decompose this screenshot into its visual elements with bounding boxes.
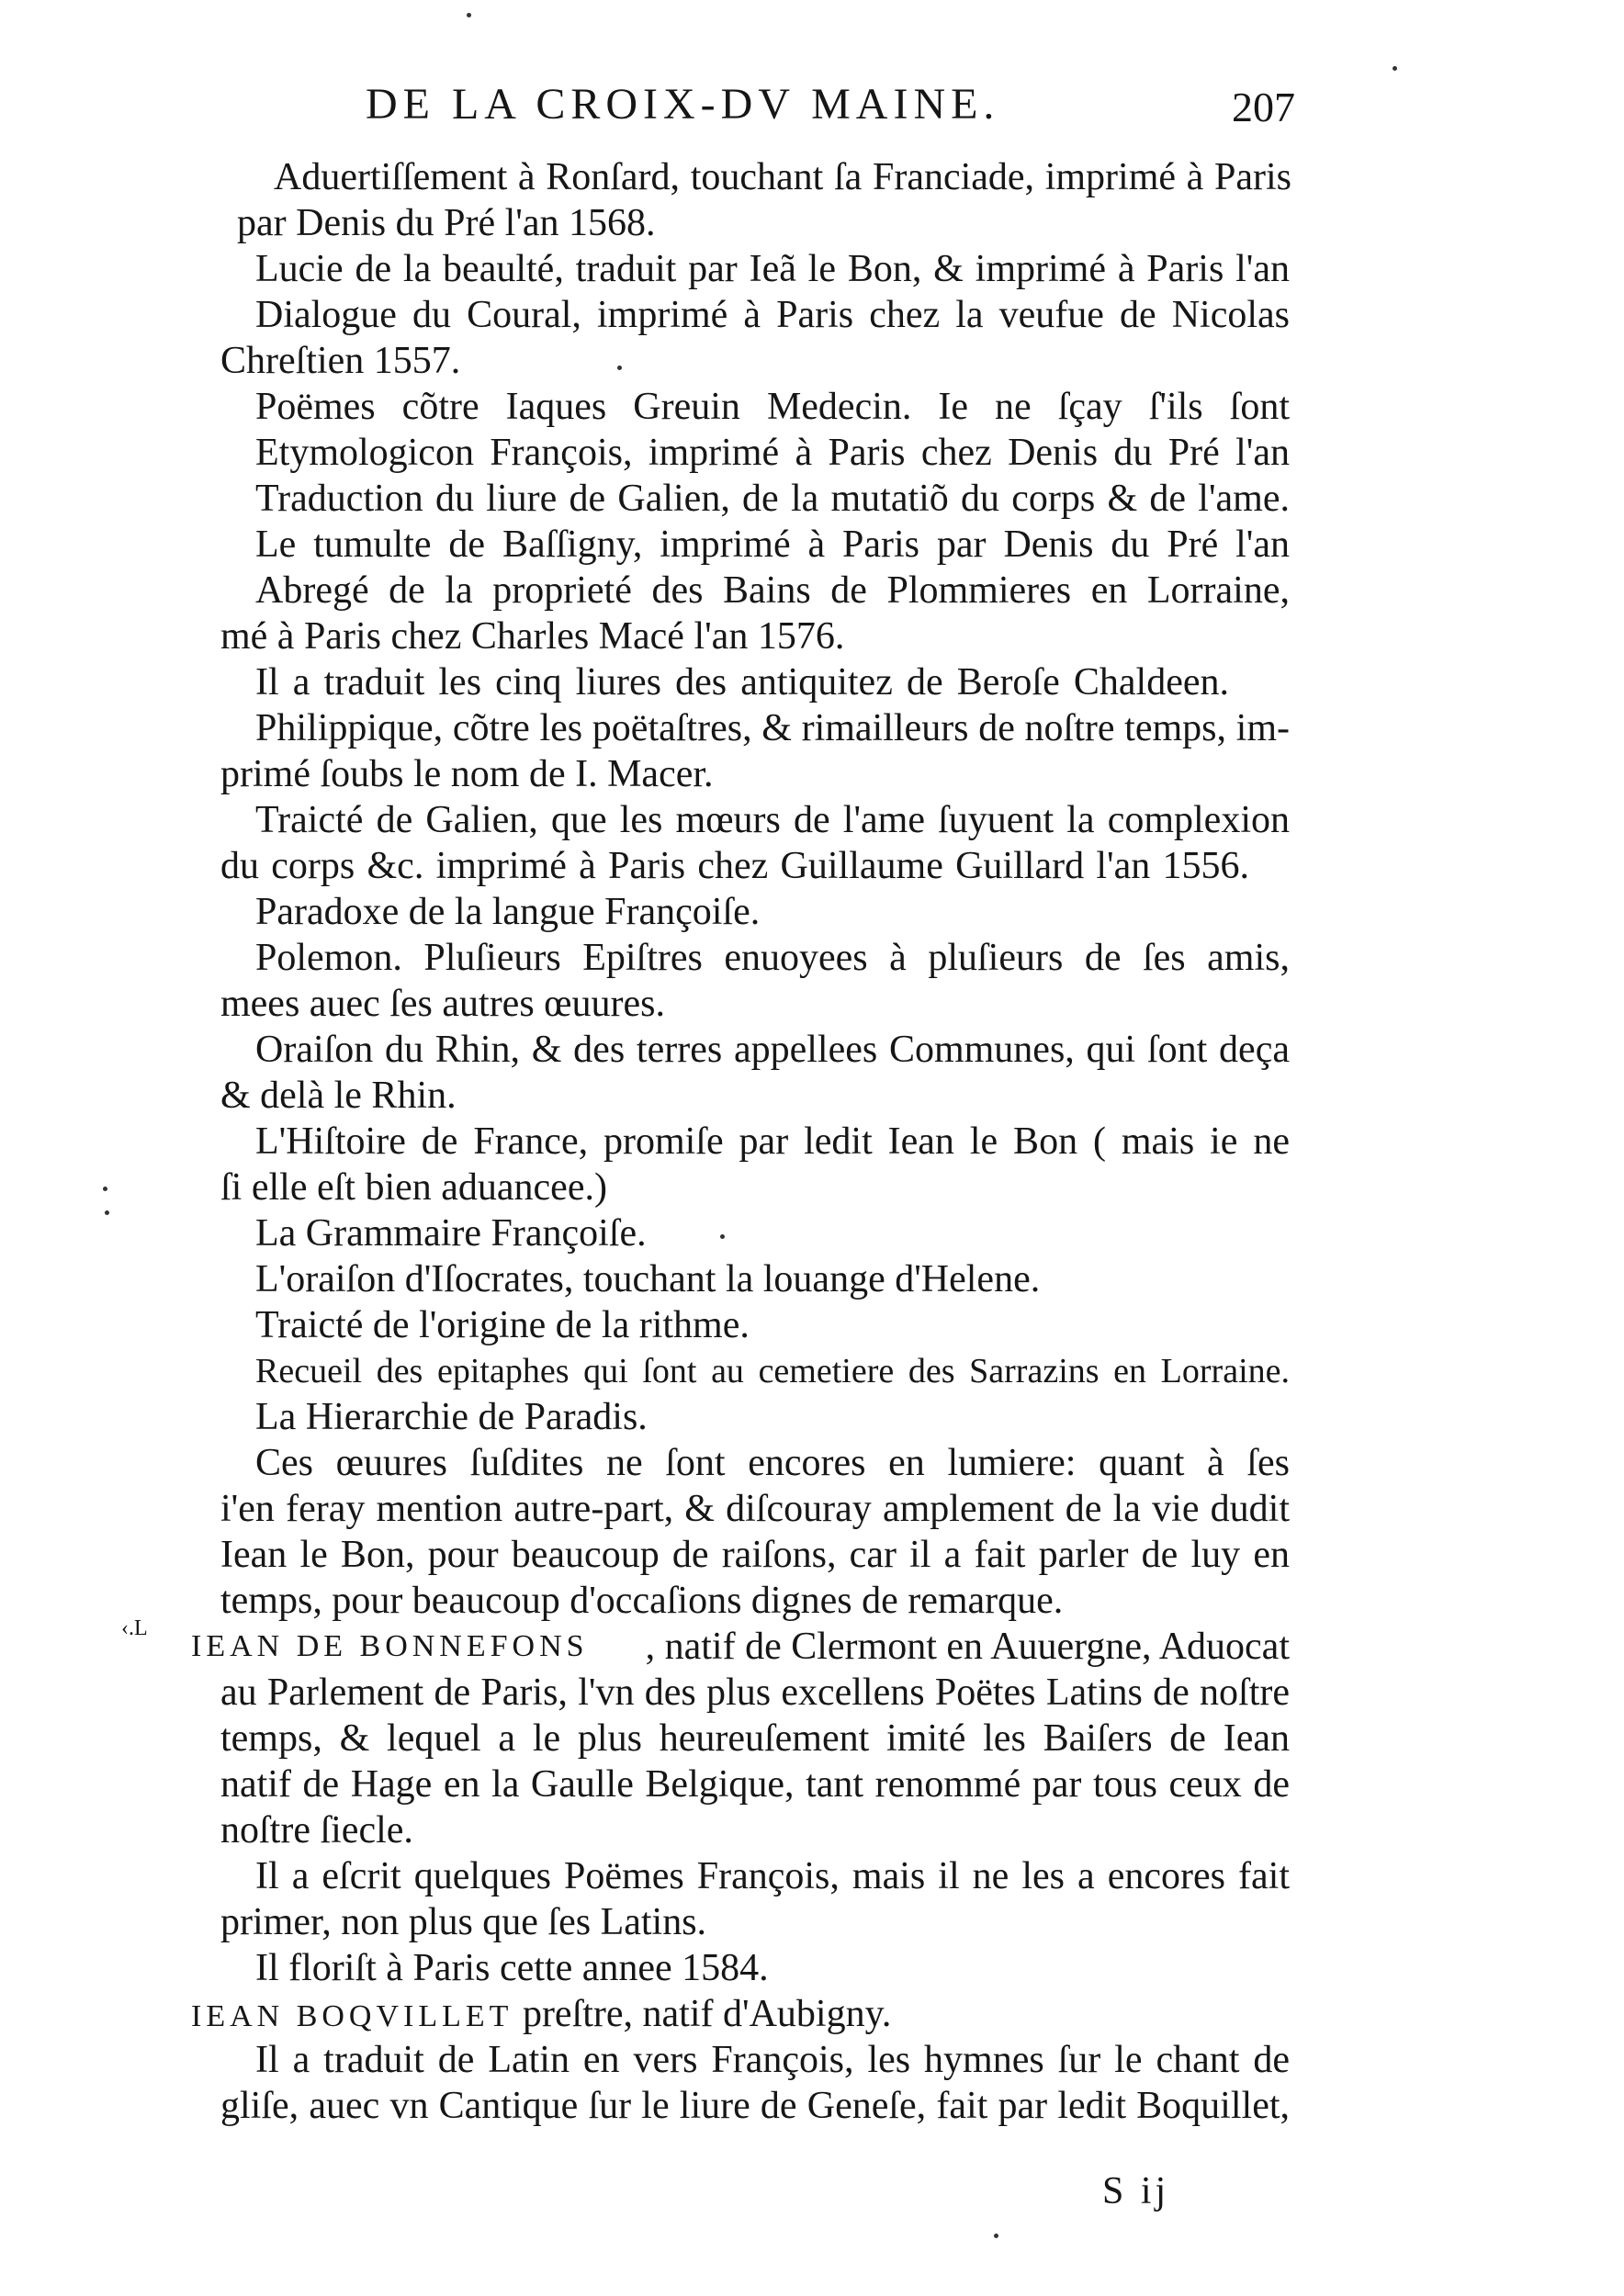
- text-line: Le tumulte de Baſſigny, imprimé à Paris par Denis du Pré l'an: [255, 523, 1290, 566]
- text-line: Chreſtien 1557.: [220, 340, 461, 382]
- text-line: La Hierarchie de Paradis.: [255, 1396, 648, 1438]
- text-line: i'en feray mention autre-part, & diſcouray amplement de la vie dudit: [220, 1488, 1290, 1530]
- margin-note: ‹.L: [121, 1616, 148, 1640]
- text-line: par Denis du Pré l'an 1568.: [237, 202, 656, 244]
- ink-speck: [103, 1187, 107, 1191]
- entry-heading-line: [191, 1624, 1290, 1670]
- text-line: Iean le Bon, pour beaucoup de raiſons, car il a fait parler de luy en: [220, 1534, 1290, 1576]
- ink-speck: [1393, 66, 1397, 71]
- text-line: noſtre ſiecle.: [220, 1809, 413, 1851]
- text-line: Recueil des epitaphes qui ſont au cemetiere des Sarrazins en Lorraine.: [255, 1352, 1290, 1390]
- text-line: Ces œuures ſuſdites ne ſont encores en lumiere: quant à ſes: [255, 1442, 1290, 1484]
- text-line: L'oraiſon d'Iſocrates, touchant la louange d'Helene.: [255, 1258, 1041, 1300]
- ink-speck: [994, 2234, 998, 2238]
- text-line: temps, & lequel a le plus heureuſement imité les Baiſers de Iean: [220, 1717, 1290, 1760]
- entry-text: preſtre, natif d'Aubigny.: [513, 1993, 892, 2035]
- text-line: Il floriſt à Paris cette annee 1584.: [255, 1947, 769, 1989]
- text-line: mees auec ſes autres œuures.: [220, 983, 665, 1025]
- ink-speck: [720, 1234, 725, 1239]
- text-line: Il a traduit les cinq liures des antiquitez de Beroſe Chaldeen.: [255, 661, 1229, 703]
- text-line: temps, pour beaucoup d'occaſions dignes de remarque.: [220, 1580, 1064, 1622]
- page-header: [257, 79, 1295, 143]
- text-line: primé ſoubs le nom de I. Macer.: [220, 753, 714, 795]
- entry-name: IEAN BOQVILLET: [191, 1999, 513, 2033]
- text-line: Lucie de la beaulté, traduit par Ieã le Bon, & imprimé à Paris l'an: [255, 248, 1290, 290]
- text-line: Paradoxe de la langue Françoiſe.: [255, 891, 761, 933]
- text-line: Polemon. Pluſieurs Epiſtres enuoyees à pluſieurs de ſes amis,: [255, 937, 1290, 979]
- text-line: Aduertiſſement à Ronſard, touchant ſa Franciade, imprimé à Paris: [274, 156, 1291, 198]
- text-line: Traduction du liure de Galien, de la mutatiõ du corps & de l'ame.: [255, 478, 1290, 520]
- text-line: mé à Paris chez Charles Macé l'an 1576.: [220, 615, 845, 658]
- text-line: Traicté de l'origine de la rithme.: [255, 1304, 750, 1346]
- text-line: Il a eſcrit quelques Poëmes François, mais il ne les a encores fait: [255, 1855, 1290, 1897]
- text-line: La Grammaire Françoiſe.: [255, 1212, 647, 1255]
- entry-text: , natif de Clermont en Auuergne, Aduocat: [645, 1626, 1290, 1668]
- entry-name: IEAN DE BONNEFONS: [191, 1629, 589, 1663]
- text-line: L'Hiſtoire de France, promiſe par ledit Iean le Bon ( mais ie ne: [255, 1120, 1290, 1163]
- text-line: natif de Hage en la Gaulle Belgique, tant renommé par tous ceux de: [220, 1763, 1290, 1806]
- text-line: primer, non plus que ſes Latins.: [220, 1901, 707, 1943]
- ink-speck: [467, 13, 471, 17]
- text-line: Traicté de Galien, que les mœurs de l'ame ſuyuent la complexion: [255, 799, 1290, 841]
- text-line: Abregé de la proprieté des Bains de Plommieres en Lorraine,: [255, 569, 1290, 612]
- entry-heading-line: [191, 1991, 891, 2040]
- ink-speck: [617, 366, 622, 370]
- text-line: & delà le Rhin.: [220, 1075, 457, 1117]
- running-title: DE LA CROIX-DV MAINE.: [366, 80, 1000, 129]
- page-number: 207: [1232, 84, 1295, 130]
- text-line: Il a traduit de Latin en vers François, les hymnes ſur le chant de: [255, 2039, 1290, 2081]
- text-line: au Parlement de Paris, l'vn des plus excellens Poëtes Latins de noſtre: [220, 1671, 1290, 1714]
- text-line: Dialogue du Coural, imprimé à Paris chez la veufue de Nicolas: [255, 294, 1290, 336]
- text-line: gliſe, auec vn Cantique ſur le liure de Geneſe, fait par ledit Boquillet,: [220, 2085, 1290, 2127]
- text-line: Poëmes cõtre Iaques Greuin Medecin. Ie ne ſçay ſ'ils ſont: [255, 386, 1290, 428]
- signature-mark: S ij: [1102, 2170, 1170, 2212]
- text-line: ſi elle eſt bien aduancee.): [220, 1166, 607, 1209]
- text-line: Philippique, cõtre les poëtaſtres, & rimailleurs de noſtre temps, im-: [255, 707, 1290, 749]
- text-line: du corps &c. imprimé à Paris chez Guillaume Guillard l'an 1556.: [220, 845, 1249, 887]
- text-line: Oraiſon du Rhin, & des terres appellees Communes, qui ſont deça: [255, 1029, 1290, 1071]
- text-line: Etymologicon François, imprimé à Paris chez Denis du Pré l'an: [255, 432, 1290, 474]
- ink-speck: [105, 1210, 109, 1215]
